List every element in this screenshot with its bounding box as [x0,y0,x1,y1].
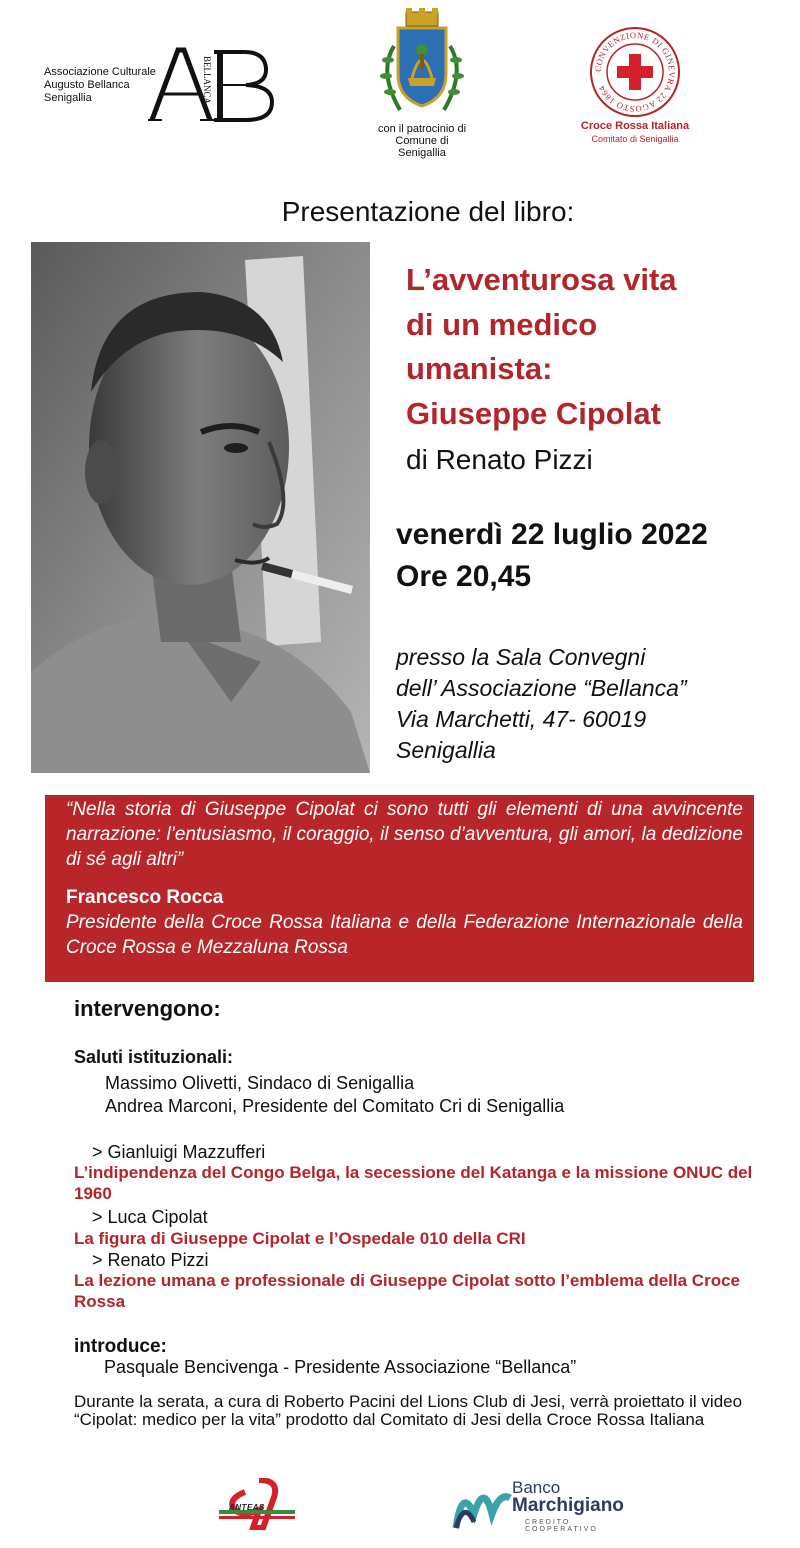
quote-author: Francesco Rocca [66,887,224,908]
comune-senigallia-crest [360,8,484,163]
portrait-photo [31,242,370,773]
talk-title: L’indipendenza del Congo Belga, la secessione del Katanga e la missione ONUC del 1960 [74,1163,753,1203]
anteas-logo [219,1478,295,1530]
talk-title: La figura di Giuseppe Cipolat e l’Ospedale 010 della CRI [74,1229,526,1248]
comune-caption: con il patrocinio di Comune di Senigallia [377,123,467,159]
credito-cooperativo-word: CREDITO COOPERATIVO [525,1519,598,1533]
greeting-item: Andrea Marconi, Presidente del Comitato Cri di Senigallia [105,1096,565,1116]
presentation-heading: Presentazione del libro: [281,196,575,227]
speaker-name: > Renato Pizzi [92,1250,209,1270]
greeting-item: Massimo Olivetti, Sindaco di Senigallia [105,1073,415,1093]
cri-committee: Comitato di Senigallia [591,134,679,144]
event-date: venerdì 22 luglio 2022 [396,518,708,551]
quote-author-role: Presidente della Croce Rossa Italiana e della Federazione Internazionale della Croce Rossa e Mezzaluna Rossa [66,912,743,958]
association-bellanca-logo [44,44,274,124]
coat-of-arms-icon [372,8,472,118]
book-author: di Renato Pizzi [406,444,593,475]
closing-note: Durante la serata, a cura di Roberto Pacini del Lions Club di Jesi, verrà proiettato il video “Cipolat: medico per la vita” prodotto dal Comitato di Jesi della Croce Rossa Italiana [74,1392,743,1429]
talk-title: La lezione umana e professionale di Giuseppe Cipolat sotto l’emblema della Croce Rossa [74,1271,740,1311]
greetings-heading: Saluti istituzionali: [74,1047,234,1067]
croce-rossa-logo [572,26,698,156]
speaker-name: > Luca Cipolat [92,1207,208,1227]
banco-marchigiano-logo [452,1478,632,1534]
event-venue: presso la Sala Convegni dell’ Associazione “Bellanca” Via Marchetti, 47- 60019 Senigallia [396,644,687,763]
speaker-name: > Gianluigi Mazzufferi [92,1142,266,1162]
cri-ring-text: CONVENZIONE DI GINEVRA 22 AGOSTO 1864 [592,29,678,115]
quote-panel [45,795,754,982]
ab-logo-word: BELLANCA [202,56,212,104]
marchigiano-word: Marchigiano [512,1495,624,1516]
ab-monogram-icon [148,44,274,124]
giuseppe-cipolat-portrait-image [31,242,370,773]
banco-marchigiano-mark-icon [452,1478,512,1534]
anteas-label: ANTEAS [229,1503,265,1512]
red-cross-emblem-icon [589,26,681,118]
association-name: Associazione Culturale Augusto Bellanca Senigallia [44,66,156,104]
banco-word: Banco [512,1478,561,1497]
book-title: L’avventurosa vita di un medico umanista: Giuseppe Cipolat [406,262,677,431]
introduce-heading: introduce: [74,1336,167,1357]
introducer: Pasquale Bencivenga - Presidente Associazione “Bellanca” [104,1357,577,1377]
event-time: Ore 20,45 [396,560,532,593]
quote-text: “Nella storia di Giuseppe Cipolat ci sono tutti gli elementi di una avvincente narrazione: l’entusiasmo, il coraggio, il senso d’avventura, gli amori, la dedizione di sé agli altri” [66,799,743,870]
event-date-time [396,514,708,598]
cri-name: Croce Rossa Italiana [580,120,690,132]
speakers-heading: intervengono: [74,996,221,1021]
